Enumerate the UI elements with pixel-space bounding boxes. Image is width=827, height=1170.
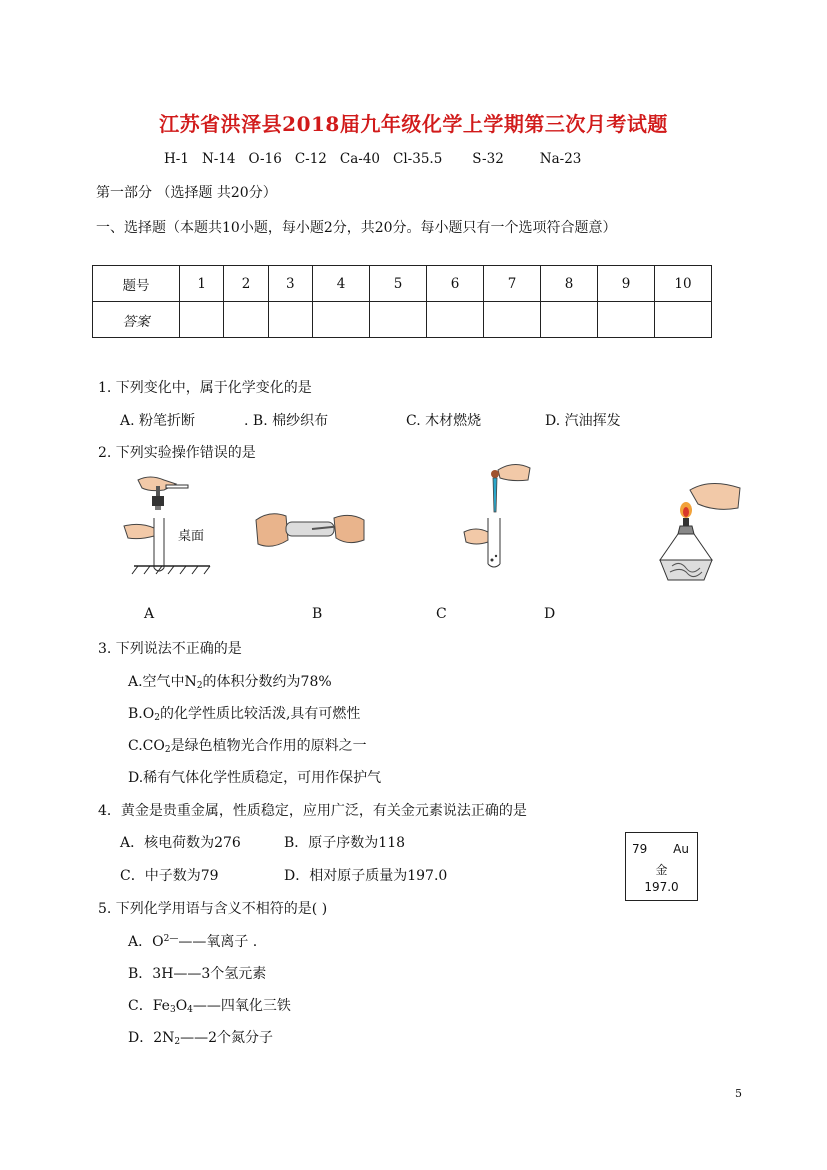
q1-stem: 1. 下列变化中，属于化学变化的是 xyxy=(98,380,312,396)
illustration-c xyxy=(462,460,532,572)
q2-stem: 2. 下列实验操作错误的是 xyxy=(98,445,256,461)
q3-option-b xyxy=(128,703,360,723)
section-heading: 一、选择题（本题共10小题，每小题2分，共20分。每小题只有一个选项符合题意） xyxy=(96,220,617,236)
q4-option-b: B．原子序数为118 xyxy=(284,835,406,851)
answer-cell[interactable] xyxy=(180,302,224,338)
answer-cell[interactable] xyxy=(655,302,712,338)
table-number: 1 xyxy=(180,266,224,302)
q2-label-d: D xyxy=(544,606,556,622)
mass-item: O-16 xyxy=(248,151,282,167)
q3-a-pre: A.空气中N xyxy=(128,674,197,690)
table-number: 6 xyxy=(427,266,484,302)
q4-option-d: D．相对原子质量为197.0 xyxy=(284,868,448,884)
table-number: 9 xyxy=(598,266,655,302)
illustration-d xyxy=(650,476,746,586)
table-number: 2 xyxy=(224,266,268,302)
table-number: 8 xyxy=(541,266,598,302)
illustration-b xyxy=(252,500,372,560)
atomic-number: 79 xyxy=(632,842,648,856)
q5-a-pre: A．O xyxy=(128,934,164,950)
q1-option-d: D. 汽油挥发 xyxy=(545,413,621,429)
subscript: 4 xyxy=(187,1005,193,1015)
table-number: 5 xyxy=(370,266,427,302)
q2-label-a: A xyxy=(144,606,155,622)
mass-item: H-1 xyxy=(164,151,189,167)
q5-c-mid: O xyxy=(175,998,188,1014)
mass-item: Na-23 xyxy=(539,151,582,167)
table-header-label: 题号 xyxy=(93,266,180,302)
answer-cell[interactable] xyxy=(484,302,541,338)
part-heading: 第一部分 （选择题 共20分） xyxy=(96,185,277,201)
element-name: 金 xyxy=(655,863,668,877)
mass-item: N-14 xyxy=(201,151,236,167)
table-number: 3 xyxy=(268,266,312,302)
q3-c-pre: C.CO xyxy=(128,738,165,754)
q2-label-b: B xyxy=(312,606,323,622)
q5-option-b: B．3H——3个氢元素 xyxy=(128,966,267,982)
q3-a-post: 的体积分数约为78% xyxy=(202,674,332,690)
q3-stem: 3. 下列说法不正确的是 xyxy=(98,641,242,657)
subscript: 2 xyxy=(174,1037,181,1047)
atomic-masses xyxy=(164,151,594,167)
illustration-a xyxy=(120,470,220,580)
q3-option-c xyxy=(128,735,367,755)
q5-c-pre: C．Fe xyxy=(128,998,170,1014)
periodic-element-card xyxy=(625,832,698,901)
answer-cell[interactable] xyxy=(268,302,312,338)
subscript: 2 xyxy=(164,745,171,755)
q3-b-post: 的化学性质比较活泼,具有可燃性 xyxy=(159,706,361,722)
desk-label: 桌面 xyxy=(178,529,205,544)
q1-option-a: A. 粉笔折断 xyxy=(120,413,196,429)
q4-option-c: C．中子数为79 xyxy=(120,868,219,884)
answer-cell[interactable] xyxy=(541,302,598,338)
q5-option-d xyxy=(128,1027,273,1047)
q5-option-c xyxy=(128,995,291,1015)
subscript: 2 xyxy=(154,713,160,723)
q5-c-post: ——四氧化三铁 xyxy=(192,998,291,1014)
subscript: 2 xyxy=(196,681,203,691)
mass-item: Cl-35.5 xyxy=(393,151,443,167)
table-number: 10 xyxy=(655,266,712,302)
superscript: 2— xyxy=(163,934,179,944)
element-symbol: Au xyxy=(673,842,689,856)
q3-c-post: 是绿色植物光合作用的原料之一 xyxy=(170,738,367,754)
table-number: 7 xyxy=(484,266,541,302)
answer-table xyxy=(92,265,712,338)
q3-b-pre: B.O xyxy=(128,706,155,722)
answer-cell[interactable] xyxy=(370,302,427,338)
subscript: 3 xyxy=(169,1005,176,1015)
mass-item: S-32 xyxy=(472,151,504,167)
q4-stem: 4．黄金是贵重金属，性质稳定，应用广泛，有关金元素说法正确的是 xyxy=(98,803,527,819)
q4-option-a: A．核电荷数为276 xyxy=(120,835,241,851)
q2-label-c: C xyxy=(436,606,447,622)
q5-option-a xyxy=(128,931,257,951)
q5-d-pre: D．2N xyxy=(128,1030,175,1046)
answer-cell[interactable] xyxy=(313,302,370,338)
q5-a-post: ——氧离子 . xyxy=(178,934,258,950)
q5-d-post: ——2个氮分子 xyxy=(180,1030,274,1046)
table-answer-label: 答案 xyxy=(93,302,180,338)
atomic-mass: 197.0 xyxy=(644,880,679,894)
q1-option-b: . B. 棉纱织布 xyxy=(244,413,329,429)
mass-item: C-12 xyxy=(294,151,327,167)
q5-stem: 5. 下列化学用语与含义不相符的是( ) xyxy=(98,901,328,917)
q3-option-d: D.稀有气体化学性质稳定，可用作保护气 xyxy=(128,770,382,786)
mass-item: Ca-40 xyxy=(339,151,381,167)
q1-option-c: C. 木材燃烧 xyxy=(406,413,482,429)
answer-cell[interactable] xyxy=(427,302,484,338)
page-number: 5 xyxy=(735,1087,742,1100)
q3-option-a xyxy=(128,671,332,691)
answer-cell[interactable] xyxy=(598,302,655,338)
table-number: 4 xyxy=(313,266,370,302)
answer-cell[interactable] xyxy=(224,302,268,338)
exam-title: 江苏省洪泽县2018届九年级化学上学期第三次月考试题 xyxy=(159,112,668,136)
